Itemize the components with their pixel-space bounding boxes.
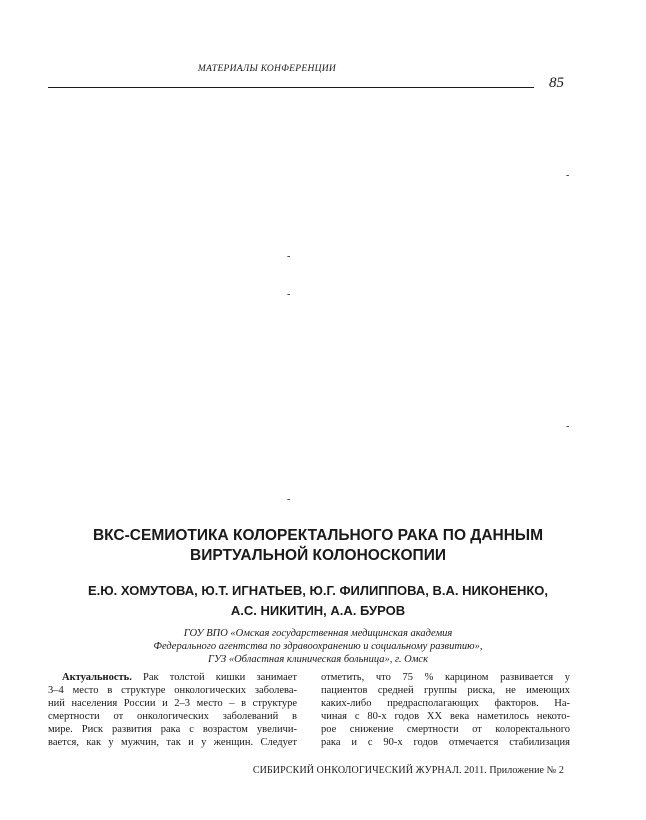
author-line: Е.Ю. ХОМУТОВА, Ю.Т. ИГНАТЬЕВ, Ю.Г. ФИЛИППОВА, В.А. НИКОНЕНКО, <box>87 583 549 598</box>
stray-mark: - <box>566 170 570 181</box>
affiliations <box>60 627 576 666</box>
affiliation-line: ГОУ ВПО «Омская государственная медицинская академия <box>183 628 453 639</box>
text-line: рака и с 90-х годов отмечается стабилизация <box>321 737 570 748</box>
article-title <box>40 526 596 566</box>
stray-mark: - <box>566 421 570 432</box>
title-line: ВИРТУАЛЬНОЙ КОЛОНОСКОПИИ <box>190 547 446 564</box>
body-column-right <box>321 671 570 749</box>
affiliation-line: ГУЗ «Областная клиническая больница», г. Омск <box>207 654 429 665</box>
text-fragment: Рак толстой кишки занимает <box>131 672 297 683</box>
stray-mark: - <box>287 494 291 505</box>
title-line: ВКС-СЕМИОТИКА КОЛОРЕКТАЛЬНОГО РАКА ПО ДАННЫМ <box>92 527 544 544</box>
authors <box>40 581 596 621</box>
affiliation-line: Федерального агентства по здравоохранению и социальному развитию», <box>153 641 483 652</box>
text-line: смертности от онкологических заболеваний в <box>48 711 297 722</box>
body-column-left <box>48 671 297 749</box>
stray-mark: - <box>287 251 291 262</box>
running-head: МАТЕРИАЛЫ КОНФЕРЕНЦИИ <box>197 64 337 74</box>
header-rule <box>48 87 534 88</box>
text-line <box>48 671 297 684</box>
text-line: вается, как у мужчин, так и у женщин. Следует <box>48 737 297 748</box>
page-number: 85 <box>549 75 564 91</box>
journal-footer: СИБИРСКИЙ ОНКОЛОГИЧЕСКИЙ ЖУРНАЛ. 2011. Приложение № 2 <box>252 765 564 776</box>
author-line: А.С. НИКИТИН, А.А. БУРОВ <box>230 603 406 618</box>
text-line: отметить, что 75 % карцином развивается у <box>321 672 570 683</box>
section-lead: Актуальность. <box>62 672 132 683</box>
text-line: мире. Риск развития рака с возрастом увеличи- <box>48 724 297 735</box>
text-line: чиная с 80-х годов XX века наметилось некото- <box>321 711 570 722</box>
text-line: пациентов средней группы риска, не имеющих <box>321 685 570 696</box>
stray-mark: - <box>287 289 291 300</box>
text-line: 3–4 место в структуре онкологических заболева- <box>48 685 297 696</box>
text-line: рое снижение смертности от колоректального <box>321 724 570 735</box>
text-line: каких-либо предрасполагающих факторов. На- <box>321 698 570 709</box>
text-line: ний населения России и 2–3 место – в структуре <box>48 698 297 709</box>
